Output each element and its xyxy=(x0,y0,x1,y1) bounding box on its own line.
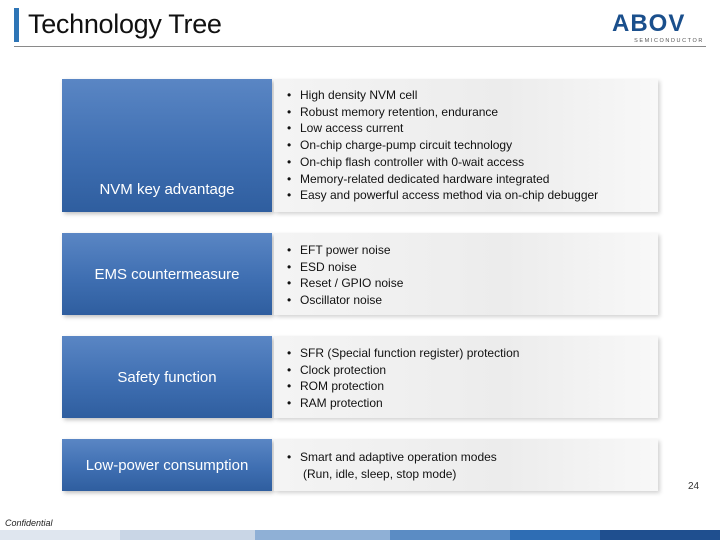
section-label: NVM key advantage xyxy=(99,181,235,198)
bullet-item: • Memory-related dedicated hardware integrated xyxy=(274,171,658,188)
title-divider xyxy=(14,46,706,47)
bullet-item: • SFR (Special function register) protection xyxy=(274,345,658,362)
bullet-item-continuation: (Run, idle, sleep, stop mode) xyxy=(303,466,457,481)
section-low-power-consumption xyxy=(62,439,658,491)
bullet-list xyxy=(274,336,658,412)
bullet-item: • Easy and powerful access method via on-chip debugger xyxy=(274,187,658,204)
title-accent-bar xyxy=(14,8,19,42)
bullet-item: • Clock protection xyxy=(274,362,658,379)
logo-wordmark: ABOV xyxy=(612,10,686,37)
bullet-item: • Reset / GPIO noise xyxy=(274,275,658,292)
section-detail-panel xyxy=(274,79,658,212)
section-detail-panel xyxy=(274,439,658,491)
bullet-item: • EFT power noise xyxy=(274,242,658,259)
bullet-list xyxy=(274,79,658,204)
logo-subtitle: SEMICONDUCTOR xyxy=(634,38,704,44)
bullet-list xyxy=(274,233,658,309)
section-detail-panel xyxy=(274,233,658,315)
confidential-label: Confidential xyxy=(5,518,53,528)
page-number: 24 xyxy=(688,481,700,492)
bullet-item: • High density NVM cell xyxy=(274,87,658,104)
section-label-box xyxy=(62,233,272,315)
footer-color-strip xyxy=(0,530,720,540)
section-label-box xyxy=(62,439,272,491)
section-detail-panel xyxy=(274,336,658,418)
bullet-item: • Oscillator noise xyxy=(274,292,658,309)
page-title: Technology Tree xyxy=(28,9,222,39)
section-label: EMS countermeasure xyxy=(94,266,240,283)
bullet-item: • Smart and adaptive operation modes xyxy=(274,449,658,466)
bullet-item: • RAM protection xyxy=(274,395,658,412)
section-label: Low-power consumption xyxy=(85,456,249,474)
company-logo xyxy=(612,12,708,46)
bullet-list xyxy=(274,439,658,482)
bullet-item: • On-chip flash controller with 0-wait access xyxy=(274,154,658,171)
section-label-box xyxy=(62,336,272,418)
section-label-box xyxy=(62,79,272,212)
section-ems-countermeasure xyxy=(62,233,658,315)
bullet-item: • ESD noise xyxy=(274,259,658,276)
bullet-item: • ROM protection xyxy=(274,378,658,395)
section-label: Safety function xyxy=(117,369,217,386)
bullet-item: • On-chip charge-pump circuit technology xyxy=(274,137,658,154)
bullet-item: • Low access current xyxy=(274,120,658,137)
section-nvm-key-advantage xyxy=(62,79,658,212)
bullet-item: • Robust memory retention, endurance xyxy=(274,104,658,121)
section-safety-function xyxy=(62,336,658,418)
